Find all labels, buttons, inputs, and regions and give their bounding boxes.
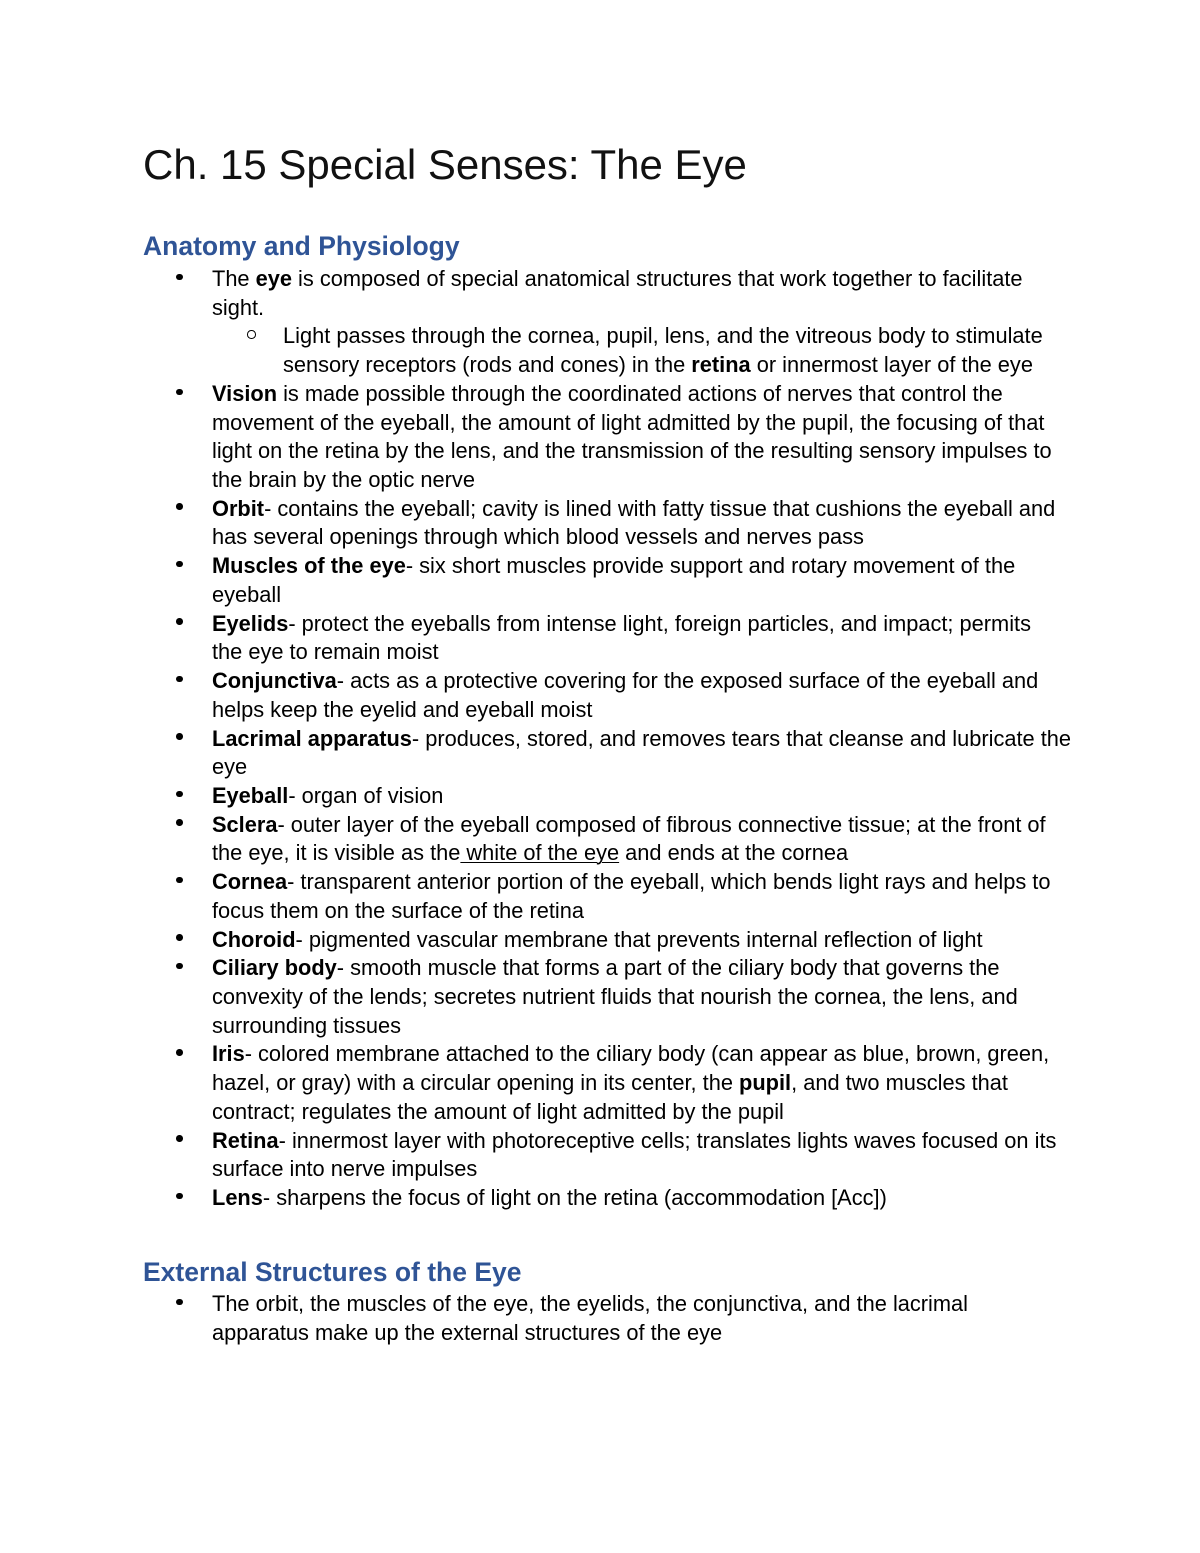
text-line	[212, 954, 1071, 983]
text-run: - pigmented vascular membrane that prevents internal reflection of light	[295, 926, 983, 952]
text-line	[212, 725, 1071, 754]
text-line	[212, 696, 1071, 725]
bullet-circle-icon	[247, 330, 256, 339]
bullet-disc-icon	[176, 389, 183, 396]
text-line	[212, 983, 1071, 1012]
text-line	[212, 811, 1071, 840]
text-line	[212, 552, 1071, 581]
text-run: Light passes through the cornea, pupil, lens, and the vitreous body to stimulate	[283, 323, 1043, 349]
text-line	[212, 437, 1071, 466]
text-run: surface into nerve impulses	[212, 1156, 478, 1182]
text-run: sensory receptors (rods and cones) in the	[283, 352, 692, 378]
list-item	[143, 667, 1071, 724]
list-item	[143, 954, 1071, 1040]
text-run: is composed of special anatomical structures that work together to facilitate	[292, 266, 1023, 291]
text-line	[212, 782, 1071, 811]
bold-term: Choroid	[212, 926, 296, 952]
text-run: convexity of the lends; secretes nutrient fluids that nourish the cornea, the lens, and	[212, 983, 1018, 1009]
bold-term: Orbit	[212, 495, 265, 521]
bullet-disc-icon	[176, 561, 183, 568]
list-item	[143, 495, 1071, 552]
section-heading: Anatomy and Physiology	[143, 231, 460, 261]
bullet-disc-icon	[176, 618, 183, 625]
text-line	[212, 581, 1071, 610]
bullet-disc-icon	[176, 676, 183, 683]
list-item	[143, 868, 1071, 925]
list-item	[143, 1290, 968, 1347]
text-line	[212, 1012, 1071, 1041]
text-line	[283, 322, 1071, 351]
text-run: - transparent anterior portion of the eyeball, which bends light rays and helps to	[287, 869, 1051, 895]
text-run: the eye to remain moist	[212, 639, 439, 665]
text-run: - protect the eyeballs from intense light, foreign particles, and impact; permits	[288, 610, 1031, 636]
list-item	[143, 1127, 1071, 1184]
text-line	[212, 610, 1071, 639]
text-run: and ends at the cornea	[619, 840, 849, 866]
bold-term: Retina	[212, 1127, 279, 1153]
text-run: or innermost layer of the eye	[750, 352, 1033, 378]
text-line	[212, 1040, 1071, 1069]
underlined-text: white of the eye	[460, 840, 620, 866]
text-line	[212, 926, 1071, 955]
text-line	[212, 265, 1071, 294]
text-run: sight.	[212, 294, 265, 320]
text-line	[212, 409, 1071, 438]
bold-term: Eyelids	[212, 610, 289, 636]
text-run: has several openings through which blood vessels and nerves pass	[212, 524, 864, 550]
text-run: - outer layer of the eyeball composed of fibrous connective tissue; at the front of	[277, 811, 1046, 837]
bullet-disc-icon	[176, 1193, 183, 1200]
list-item	[143, 610, 1071, 667]
list-item	[143, 725, 1071, 782]
text-line	[212, 897, 1071, 926]
text-line	[212, 638, 1071, 667]
text-run: movement of the eyeball, the amount of light admitted by the pupil, the focusing of that	[212, 409, 1045, 435]
text-run: - smooth muscle that forms a part of the ciliary body that governs the	[336, 955, 1000, 981]
text-line	[212, 753, 1071, 782]
text-run: eye	[212, 754, 248, 780]
text-run: The orbit, the muscles of the eye, the eyelids, the conjunctiva, and the lacrimal	[212, 1291, 969, 1316]
text-run: eyeball	[212, 581, 282, 607]
text-run: - sharpens the focus of light on the retina (accommodation [Acc])	[262, 1185, 887, 1210]
list-item	[143, 265, 1071, 322]
text-line	[212, 1127, 1071, 1156]
bold-term: Lens	[212, 1185, 263, 1210]
list-item	[143, 811, 1071, 868]
bullet-disc-icon	[176, 1299, 183, 1306]
bullet-disc-icon	[176, 503, 183, 510]
sub-list-item	[143, 322, 1071, 379]
text-line	[212, 1319, 968, 1348]
bullet-disc-icon	[176, 733, 183, 740]
text-line	[212, 1098, 1071, 1127]
text-run: apparatus make up the external structures of the eye	[212, 1319, 723, 1345]
text-run: the brain by the optic nerve	[212, 467, 475, 493]
text-line	[212, 466, 1071, 495]
bold-term: Eyeball	[212, 782, 289, 808]
text-line	[212, 1184, 1071, 1213]
bullet-list	[143, 265, 1071, 1213]
text-run: focus them on the surface of the retina	[212, 897, 584, 923]
text-line	[283, 351, 1071, 380]
text-line	[212, 380, 1071, 409]
text-line	[212, 495, 1071, 524]
bullet-disc-icon	[176, 1135, 183, 1142]
text-run: hazel, or gray) with a circular opening in its center, the	[212, 1070, 740, 1096]
text-run: - contains the eyeball; cavity is lined with fatty tissue that cushions the eyeball and	[264, 495, 1056, 521]
list-item	[143, 926, 1071, 955]
bold-term: eye	[255, 266, 292, 291]
bold-term: pupil	[739, 1070, 792, 1096]
bold-term: Muscles of the eye	[212, 553, 406, 579]
list-item	[143, 380, 1071, 495]
bold-term: retina	[691, 352, 751, 378]
bold-term: Iris	[212, 1041, 245, 1067]
bullet-disc-icon	[176, 877, 183, 884]
bullet-disc-icon	[176, 934, 183, 941]
text-run: - acts as a protective covering for the exposed surface of the eyeball and	[336, 668, 1039, 694]
bullet-list	[143, 1290, 968, 1347]
text-run: The	[212, 266, 256, 291]
text-run: - six short muscles provide support and rotary movement of the	[405, 553, 1016, 579]
list-item	[143, 782, 1071, 811]
text-line	[212, 1290, 968, 1319]
bullet-disc-icon	[176, 1049, 183, 1056]
list-item	[143, 1184, 1071, 1213]
bold-term: Ciliary body	[212, 955, 337, 981]
text-run: the eye, it is visible as the	[212, 840, 461, 866]
bold-term: Vision	[212, 380, 278, 406]
text-line	[212, 294, 1071, 323]
text-run: is made possible through the coordinated actions of nerves that control the	[277, 380, 1003, 406]
text-run: light on the retina by the lens, and the transmission of the resulting sensory impulses to	[212, 438, 1052, 464]
bullet-disc-icon	[176, 791, 183, 798]
text-line	[212, 523, 1071, 552]
text-run: - innermost layer with photoreceptive cells; translates lights waves focused on its	[278, 1127, 1057, 1153]
text-line	[212, 839, 1071, 868]
bullet-disc-icon	[176, 819, 183, 826]
text-run: - produces, stored, and removes tears that cleanse and lubricate the	[411, 725, 1072, 751]
list-item	[143, 552, 1071, 609]
page-title: Ch. 15 Special Senses: The Eye	[143, 141, 747, 188]
bold-term: Conjunctiva	[212, 668, 337, 694]
bold-term: Sclera	[212, 811, 278, 837]
bold-term: Cornea	[212, 869, 288, 895]
bold-term: Lacrimal apparatus	[212, 725, 412, 751]
text-run: contract; regulates the amount of light admitted by the pupil	[212, 1098, 784, 1124]
bullet-disc-icon	[176, 274, 183, 281]
list-item	[143, 1040, 1071, 1126]
text-run: - colored membrane attached to the ciliary body (can appear as blue, brown, green,	[244, 1041, 1050, 1067]
section-heading: External Structures of the Eye	[143, 1257, 522, 1287]
text-run: , and two muscles that	[791, 1070, 1008, 1096]
text-line	[212, 868, 1071, 897]
text-run: - organ of vision	[288, 782, 444, 808]
text-run: helps keep the eyelid and eyeball moist	[212, 696, 593, 722]
text-line	[212, 1155, 1071, 1184]
text-run: surrounding tissues	[212, 1012, 402, 1038]
text-line	[212, 667, 1071, 696]
text-line	[212, 1069, 1071, 1098]
bullet-disc-icon	[176, 963, 183, 970]
